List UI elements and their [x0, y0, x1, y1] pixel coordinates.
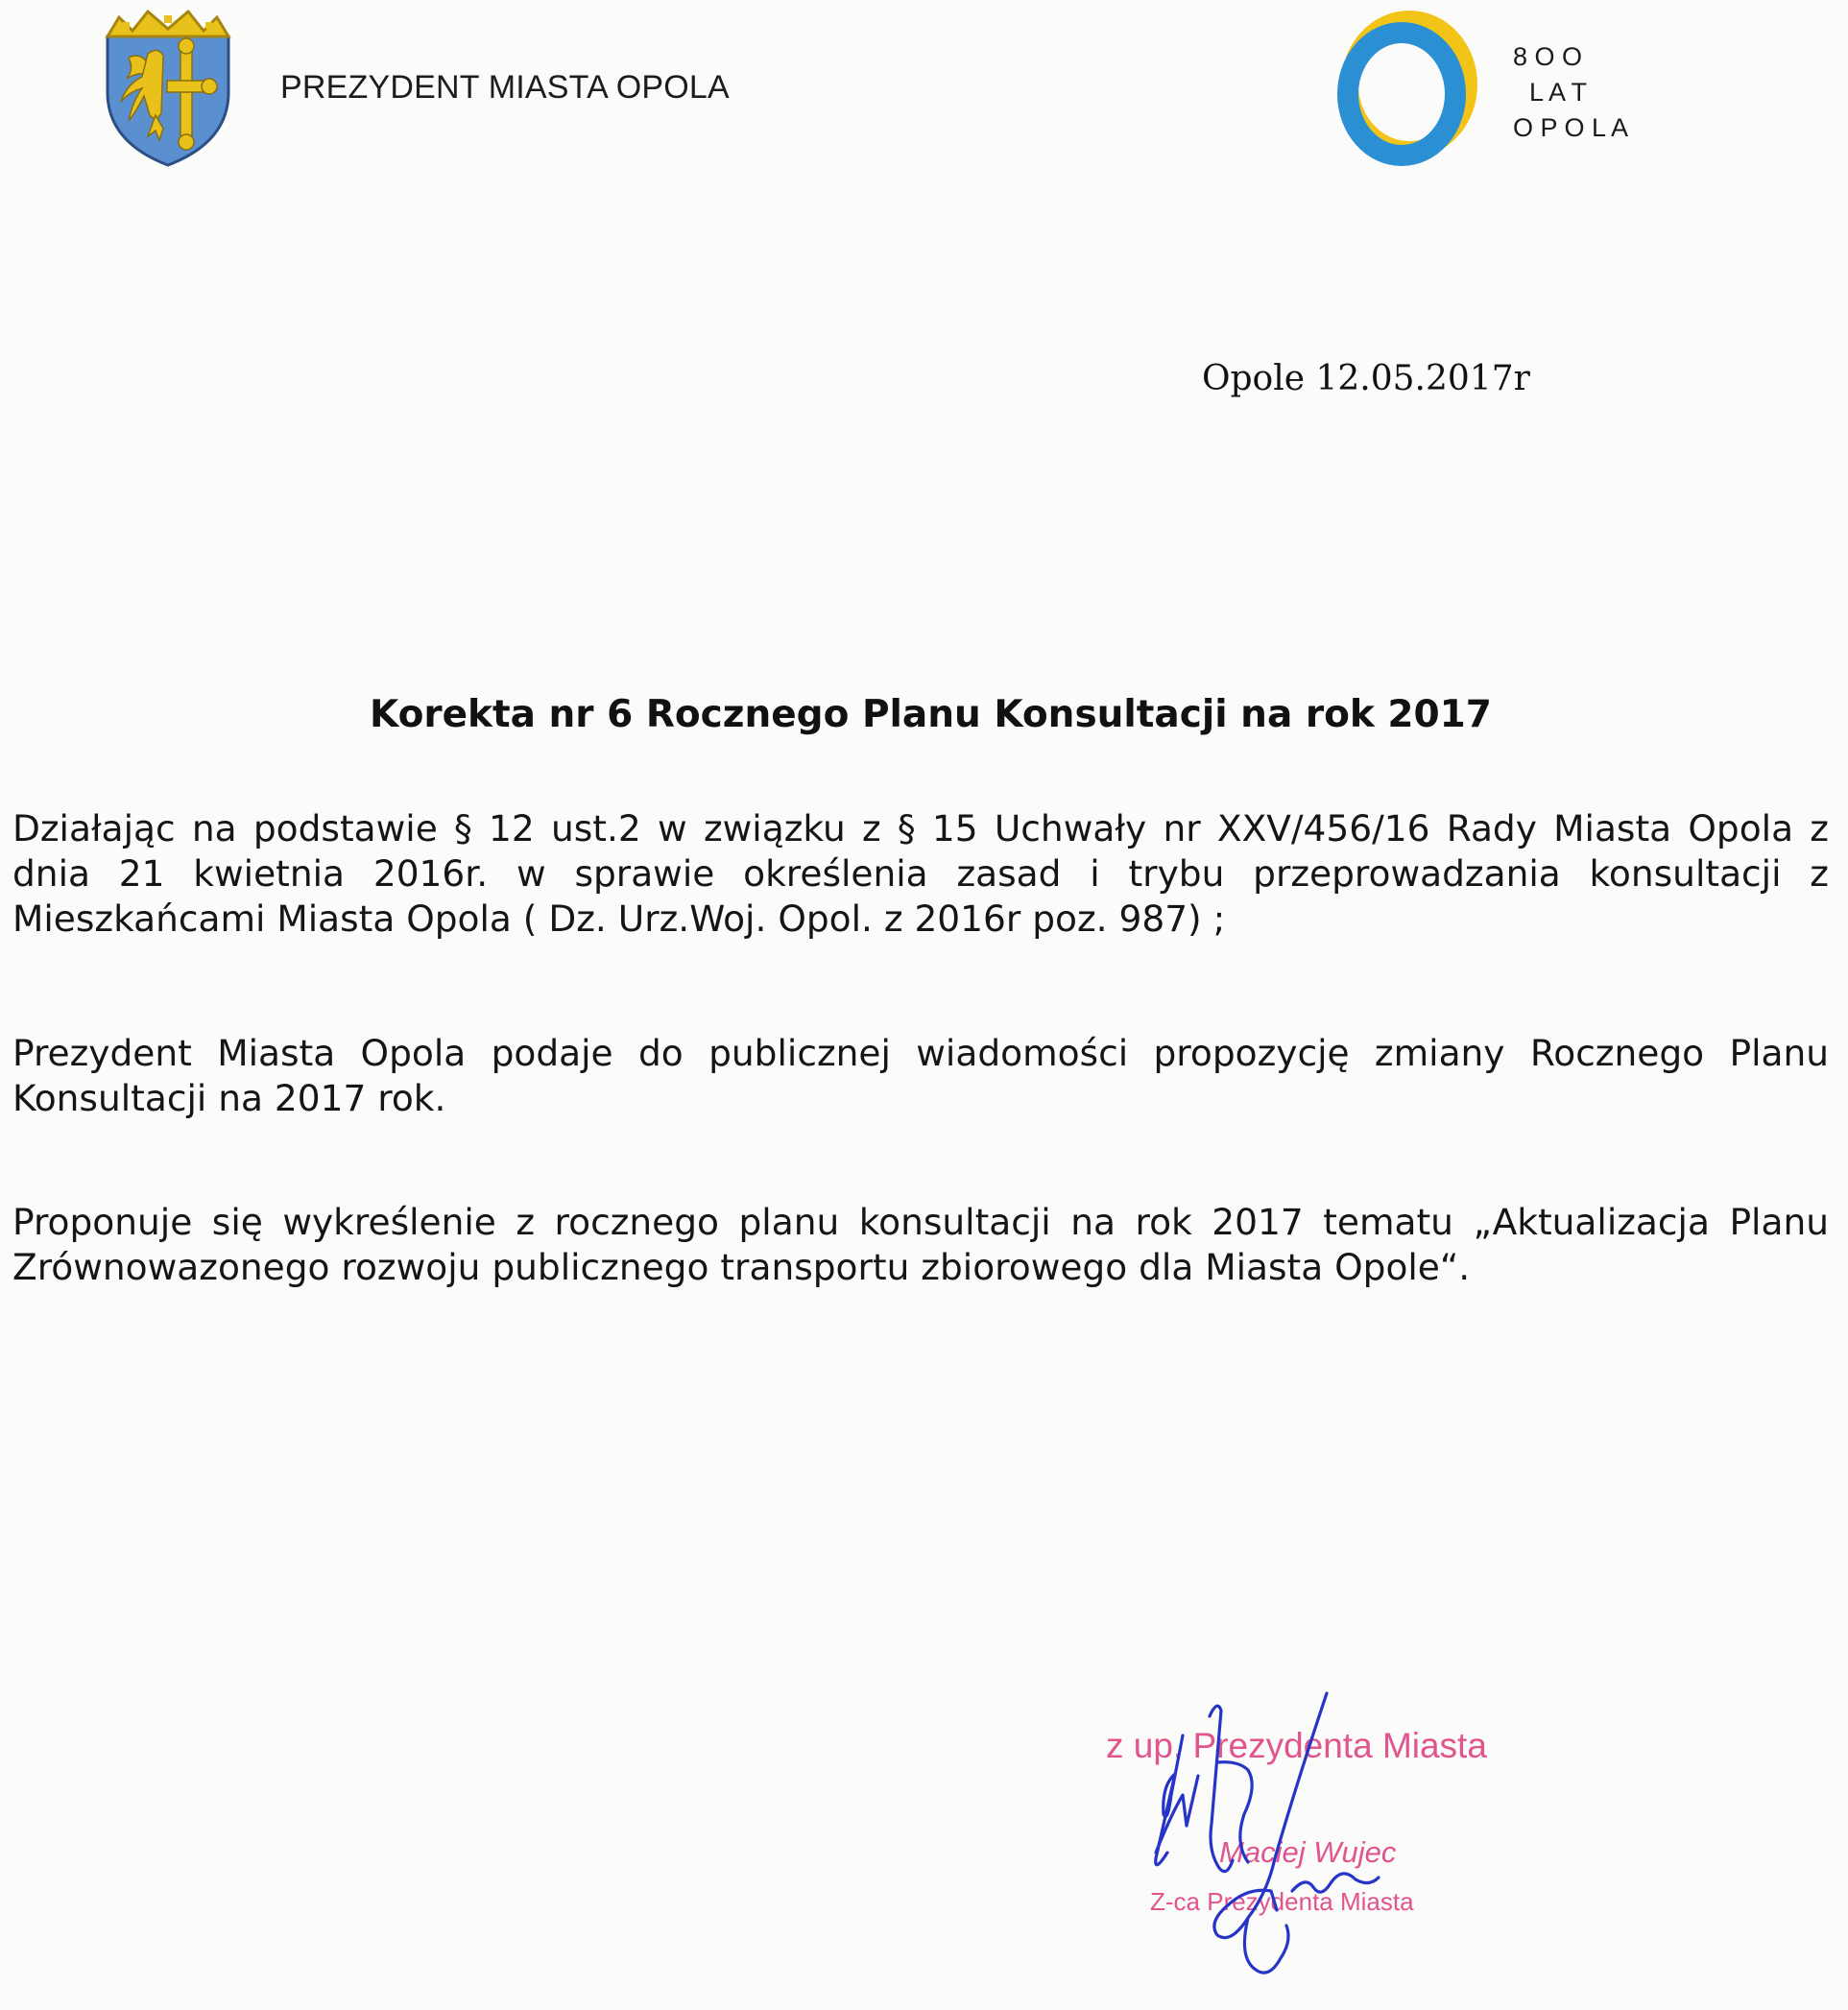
letter-title: Korekta nr 6 Rocznego Planu Konsultacji na rok 2017	[370, 693, 1492, 736]
jubilee-ring-icon	[1329, 6, 1482, 175]
handwritten-signature	[1104, 1670, 1526, 2010]
stamp-authorization: z up. Prezydenta Miasta	[1106, 1726, 1487, 1765]
paragraph-announcement: Prezydent Miasta Opola podaje do publicznej wiadomości propozycję zmiany Rocznego Planu Konsultacji na 2017 rok.	[12, 1032, 1829, 1119]
paragraph-legal-basis: Działając na podstawie § 12 ust.2 w związku z § 15 Uchwały nr XXV/456/16 Rady Miasta Opola z dnia 21 kwietnia 2016r. w sprawie określenia zasad i trybu przeprowadzania konsultacji z Mieszkańcami Miasta Opola ( Dz. Urz.Woj. Opol. z 2016r poz. 987) ;	[12, 807, 1829, 940]
jubilee-logo	[1329, 6, 1732, 175]
stamp-signatory-role: Z-ca Prezydenta Miasta	[1150, 1887, 1414, 1916]
jubilee-logo-line-1: 8 O O	[1513, 42, 1583, 71]
stamp-signatory-name: Maciej Wujec	[1219, 1835, 1397, 1869]
city-crest-logo	[100, 8, 236, 169]
jubilee-logo-line-2: L A T	[1529, 78, 1588, 107]
office-name: PREZYDENT MIASTA OPOLA	[280, 69, 730, 106]
paragraph-proposal: Proponuje się wykreślenie z rocznego planu konsultacji na rok 2017 tematu „Aktualizacja Planu Zrównowazonego rozwoju publicznego transportu zbiorowego dla Miasta Opole“.	[12, 1201, 1829, 1288]
jubilee-logo-line-3: O P O L A	[1513, 113, 1629, 142]
place-date: Opole 12.05.2017r	[1202, 359, 1530, 398]
